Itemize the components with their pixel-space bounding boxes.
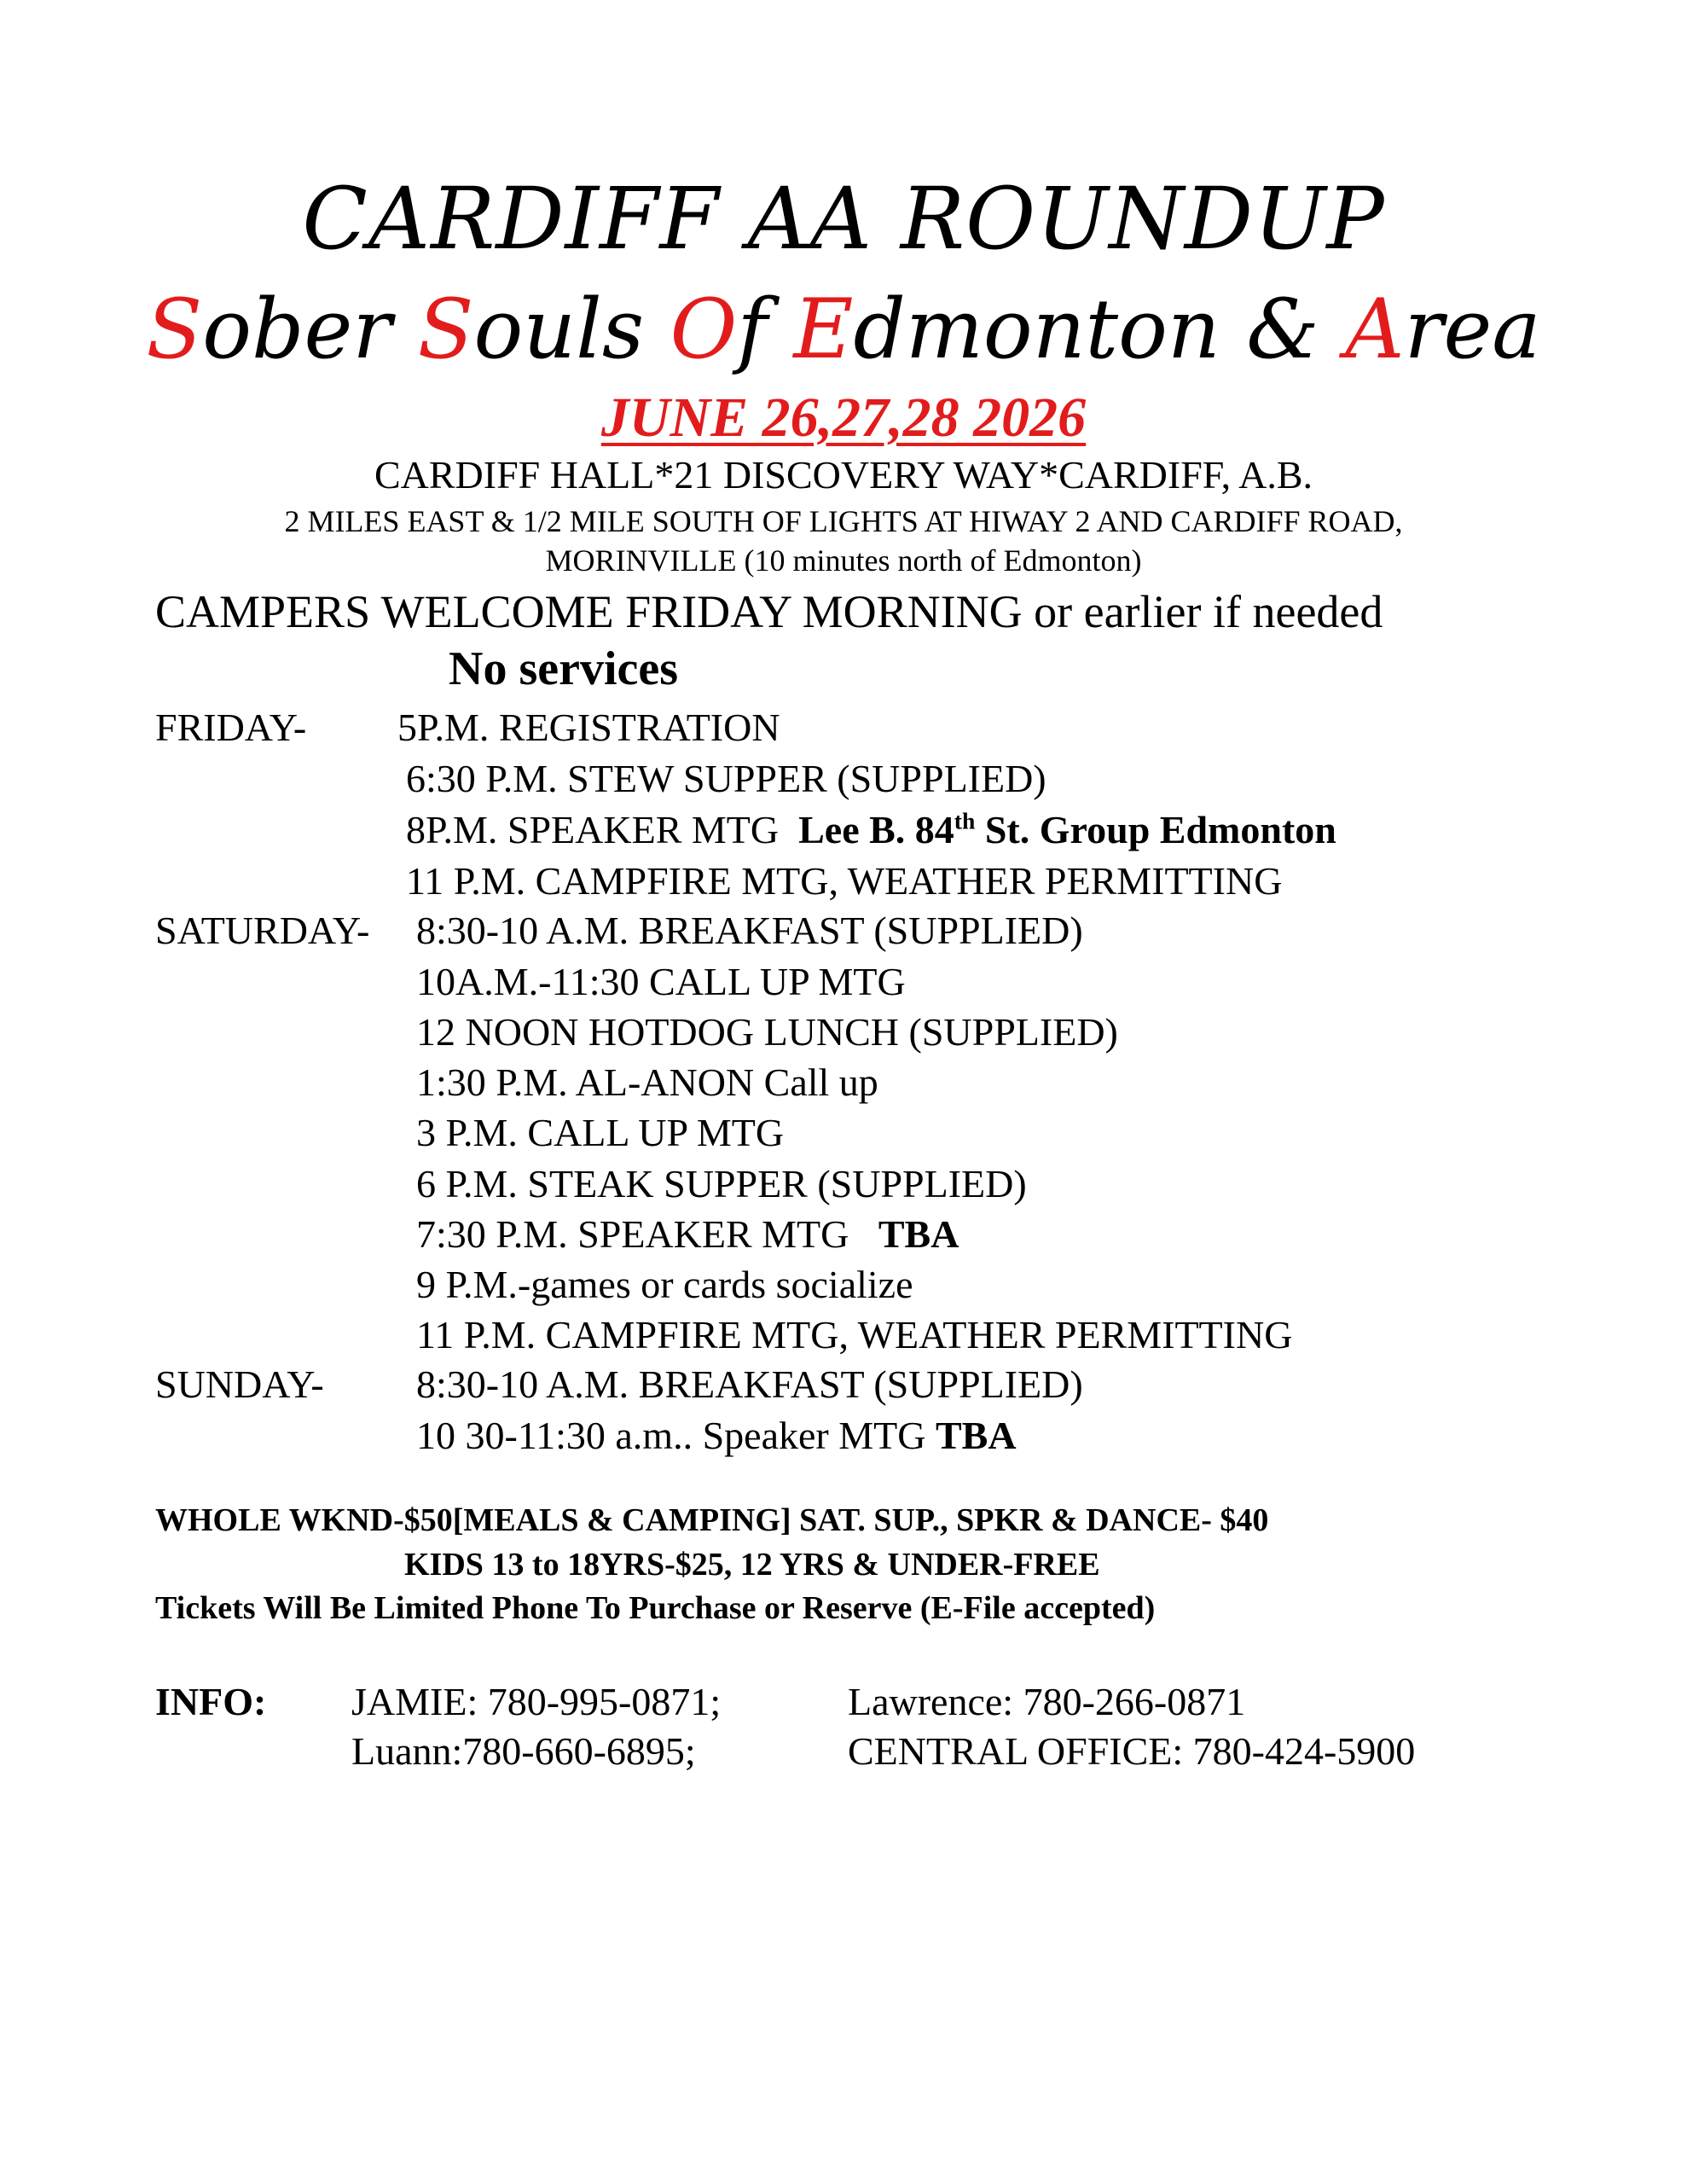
tickets-notice: Tickets Will Be Limited Phone To Purchase or Reserve (E-File accepted) — [155, 1590, 1156, 1626]
schedule-item: 6 P.M. STEAK SUPPER (SUPPLIED) — [416, 1162, 1027, 1205]
day-label-saturday: SATURDAY- — [155, 909, 370, 952]
schedule-item-with-speaker — [416, 1211, 959, 1257]
schedule-item: 7:30 P.M. SPEAKER MTG — [416, 1212, 849, 1256]
schedule-item: 5P.M. REGISTRATION — [397, 706, 780, 749]
subtitle-part: dmonton & — [853, 282, 1346, 377]
event-dates: JUNE 26,27,28 2026 — [600, 386, 1087, 449]
schedule-item: 12 NOON HOTDOG LUNCH (SUPPLIED) — [416, 1010, 1118, 1054]
subtitle — [0, 282, 1687, 377]
schedule-item: 6:30 P.M. STEW SUPPER (SUPPLIED) — [406, 757, 1046, 800]
subtitle-part: O — [670, 282, 738, 377]
schedule-item: 9 P.M.-games or cards socialize — [416, 1263, 913, 1306]
schedule-item: 10A.M.-11:30 CALL UP MTG — [416, 960, 906, 1003]
schedule-item: 1:30 P.M. AL-ANON Call up — [416, 1060, 878, 1104]
schedule-item: 8:30-10 A.M. BREAKFAST (SUPPLIED) — [416, 909, 1083, 952]
directions-line-1: 2 MILES EAST & 1/2 MILE SOUTH OF LIGHTS AT HIWAY 2 AND CARDIFF ROAD, — [284, 504, 1403, 538]
day-label-friday: FRIDAY- — [155, 706, 307, 749]
price-line-2: KIDS 13 to 18YRS-$25, 12 YRS & UNDER-FREE — [404, 1547, 1100, 1583]
schedule-item: 10 30-11:30 a.m.. Speaker MTG — [416, 1414, 926, 1457]
subtitle-part: rea — [1404, 282, 1541, 377]
info-label: INFO: — [155, 1680, 267, 1723]
subtitle-part: E — [793, 282, 854, 377]
page-title: CARDIFF AA ROUNDUP — [302, 169, 1385, 269]
subtitle-part: ober — [202, 282, 418, 377]
schedule-item: 11 P.M. CAMPFIRE MTG, WEATHER PERMITTING — [406, 859, 1283, 903]
contact-jamie: JAMIE: 780-995-0871; — [351, 1680, 722, 1723]
campers-notice: CAMPERS WELCOME FRIDAY MORNING or earlier if needed — [155, 586, 1383, 637]
price-line-1: WHOLE WKND-$50[MEALS & CAMPING] SAT. SUP., SPKR & DANCE- $40 — [155, 1502, 1269, 1538]
contact-central-office: CENTRAL OFFICE: 780-424-5900 — [848, 1729, 1416, 1773]
contact-lawrence: Lawrence: 780-266-0871 — [848, 1680, 1246, 1723]
schedule-item-with-speaker — [406, 807, 1336, 852]
subtitle-part: ouls — [473, 282, 670, 377]
directions-line-2: MORINVILLE (10 minutes north of Edmonton) — [545, 543, 1142, 578]
speaker-name: TBA — [878, 1212, 959, 1256]
schedule-item: 8:30-10 A.M. BREAKFAST (SUPPLIED) — [416, 1362, 1083, 1406]
venue-address: CARDIFF HALL*21 DISCOVERY WAY*CARDIFF, A.B. — [374, 453, 1313, 497]
speaker-name — [798, 808, 1336, 851]
speaker-name: TBA — [935, 1414, 1017, 1457]
schedule-item: 11 P.M. CAMPFIRE MTG, WEATHER PERMITTING — [416, 1313, 1293, 1356]
schedule-item: 3 P.M. CALL UP MTG — [416, 1111, 785, 1154]
no-services-notice: No services — [449, 642, 679, 695]
day-label-sunday: SUNDAY- — [155, 1362, 324, 1406]
subtitle-part: f — [737, 282, 794, 377]
schedule-item-with-speaker — [416, 1413, 1017, 1458]
contact-luann: Luann:780-660-6895; — [351, 1729, 696, 1773]
subtitle-part: A — [1345, 282, 1405, 377]
subtitle-part: S — [146, 282, 203, 377]
speaker-name-part: Lee B. 84 — [798, 808, 954, 851]
speaker-name-part: St. Group Edmonton — [975, 808, 1336, 851]
subtitle-part: S — [417, 282, 474, 377]
speaker-ordinal: th — [954, 807, 976, 834]
schedule-item: 8P.M. SPEAKER MTG — [406, 808, 780, 851]
